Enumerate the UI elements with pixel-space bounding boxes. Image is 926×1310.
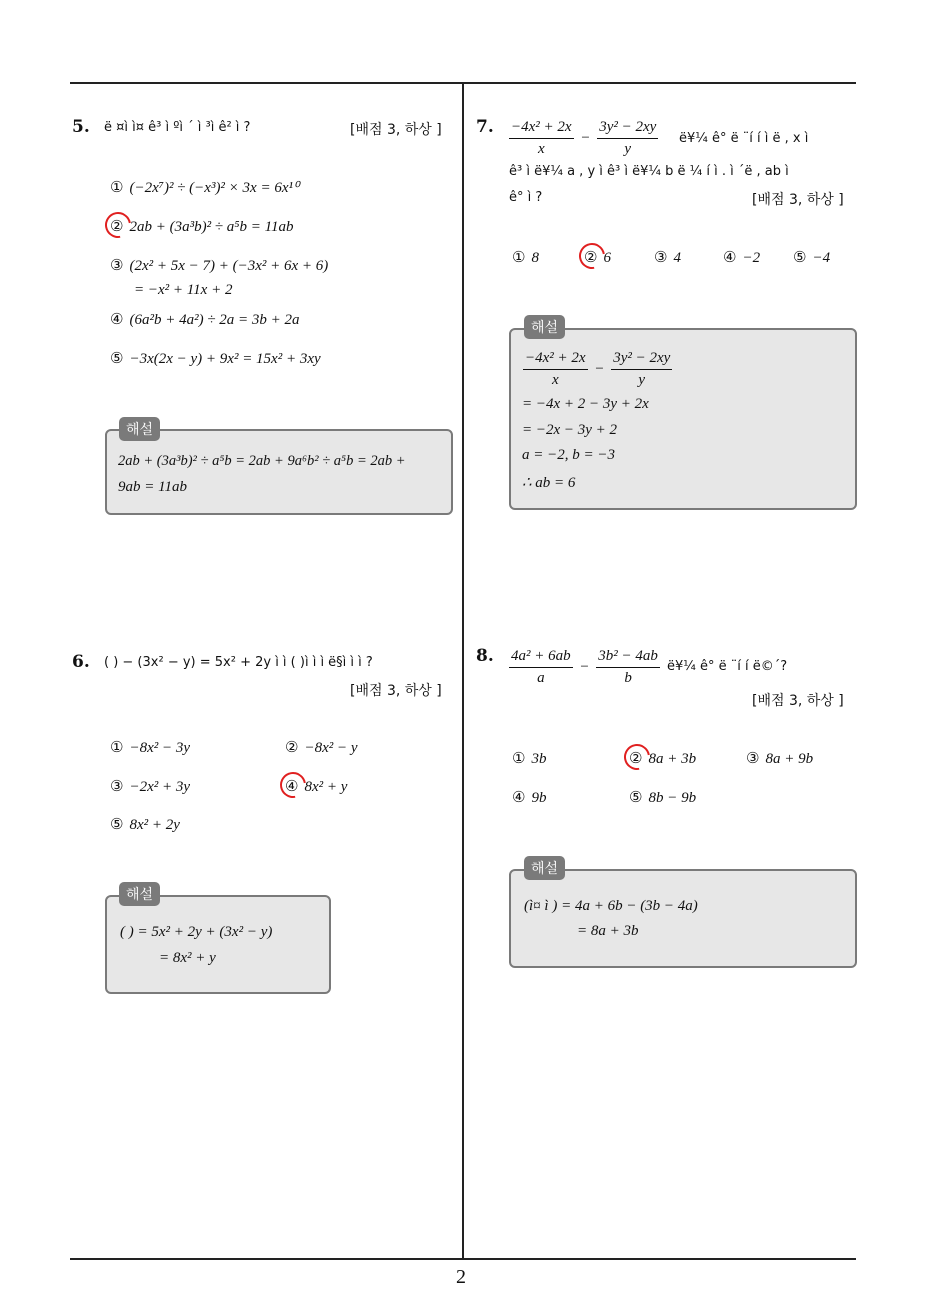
question-6-score: [배점 3, 하상 ] [350, 683, 442, 699]
q7-option-5-mark: ⑤ [793, 248, 807, 266]
q8-text-line-1: ë¥¼ ê° ë ¨í í ë©´? [667, 659, 788, 674]
q7-option-1-expr: 8 [531, 250, 539, 266]
q8-fraction-2: $\frac{\text{3b² − 4ab}}{b}$ [598, 648, 658, 686]
q8-option-1-expr: 3b [531, 751, 547, 767]
q6-option-5[interactable] [110, 815, 180, 834]
q8-expression: $\frac{\text{4a² + 6ab}}{a}$ − $\frac{\text{3b² − 4ab}}{b}$ [511, 648, 658, 686]
question-7-score: [배점 3, 하상 ] [752, 192, 844, 208]
q6-solution-tag: 해설 [119, 882, 160, 906]
q7-option-3[interactable] [654, 248, 681, 267]
q8-option-2-expr: 8a + 3b [648, 751, 697, 767]
q7-option-3-expr: 4 [673, 250, 681, 266]
q6-option-1[interactable] [110, 738, 190, 757]
q8-option-3-mark: ③ [746, 749, 760, 767]
q6-solution-line-2: = 8x² + y [159, 950, 216, 966]
q7-text-line-2: ê³ ì ë¥¼ a , y ì ê³ ì ë¥¼ b ë ¼ í ì . ì ´ë , ab ì [509, 164, 789, 179]
q5-option-5[interactable] [110, 349, 321, 368]
q8-option-1-mark: ① [512, 749, 526, 767]
q7-option-2-mark: ② [584, 248, 598, 266]
q7-option-5[interactable] [793, 248, 830, 267]
q5-option-2[interactable] [110, 217, 294, 236]
q5-solution-line-1: 2ab + (3a³b)² ÷ a⁵b = 2ab + 9a⁶b² ÷ a⁵b = 2ab + [118, 453, 406, 469]
q8-option-2[interactable] [629, 749, 696, 768]
q7-option-3-mark: ③ [654, 248, 668, 266]
q7-fraction-1: $\frac{\text{−4x² + 2x}}{x}$ [511, 119, 572, 157]
question-6-text: ( ) − (3x² − y) = 5x² + 2y ì ì ( )ì ì ì ë§ì ì ì ? [104, 655, 373, 670]
question-5-number: 5. [72, 117, 90, 137]
page-number: 2 [456, 1266, 466, 1288]
q6-option-5-mark: ⑤ [110, 815, 124, 833]
q7-option-1-mark: ① [512, 248, 526, 266]
q5-option-1-expr: (−2x⁷)² ÷ (−x³)² × 3x = 6x¹⁰ [129, 180, 300, 196]
q7-solution-line-5: ∴ ab = 6 [522, 475, 576, 491]
q5-option-3-continuation: = −x² + 11x + 2 [134, 282, 233, 298]
q7-option-1[interactable] [512, 248, 539, 267]
q6-option-2-expr: −8x² − y [304, 740, 358, 756]
q7-solution-line-2: = −4x + 2 − 3y + 2x [522, 396, 649, 412]
q8-solution-line-2: = 8a + 3b [577, 923, 639, 939]
q5-solution-tag: 해설 [119, 417, 160, 441]
question-8-number: 8. [476, 646, 494, 666]
q7-option-2-expr: 6 [603, 250, 611, 266]
q5-option-5-expr: −3x(2x − y) + 9x² = 15x² + 3xy [129, 351, 321, 367]
q7-option-5-expr: −4 [812, 250, 831, 266]
bottom-rule [70, 1258, 856, 1260]
question-5-score: [배점 3, 하상 ] [350, 122, 442, 138]
q8-option-4-expr: 9b [531, 790, 547, 806]
question-8-score: [배점 3, 하상 ] [752, 693, 844, 709]
q5-option-1[interactable] [110, 178, 299, 197]
q7-expression: $\frac{\text{−4x² + 2x}}{x}$ − $\frac{\text{3y² − 2xy}}{y}$ [511, 119, 657, 157]
q8-solution-box [509, 869, 857, 968]
q7-solution-line-1: $\frac{\text{−4x² + 2x}}{x}$ − $\frac{\text{3y² − 2xy}}{y}$ [525, 350, 671, 388]
q5-option-1-mark: ① [110, 178, 124, 196]
q6-option-4-mark: ④ [285, 777, 299, 795]
q7-option-2[interactable] [584, 248, 611, 267]
q8-option-5-mark: ⑤ [629, 788, 643, 806]
q8-option-3-expr: 8a + 9b [765, 751, 814, 767]
q6-option-4-expr: 8x² + y [304, 779, 348, 795]
q6-option-5-expr: 8x² + 2y [129, 817, 180, 833]
q5-option-3[interactable] [110, 256, 328, 275]
q6-option-2[interactable] [285, 738, 358, 757]
q7-option-4-expr: −2 [742, 250, 761, 266]
q5-option-3-expr: (2x² + 5x − 7) + (−3x² + 6x + 6) [129, 258, 329, 274]
q7-solution-tag: 해설 [524, 315, 565, 339]
q5-option-2-mark: ② [110, 217, 124, 235]
q6-option-3-expr: −2x² + 3y [129, 779, 191, 795]
q7-fraction-2: $\frac{\text{3y² − 2xy}}{y}$ [599, 119, 657, 157]
column-divider [462, 84, 464, 1259]
q7-text-line-3: ê° ì ? [509, 190, 543, 205]
q6-option-2-mark: ② [285, 738, 299, 756]
q8-option-1[interactable] [512, 749, 546, 768]
q8-option-4[interactable] [512, 788, 546, 807]
q5-option-4[interactable] [110, 310, 300, 329]
q6-option-4[interactable] [285, 777, 347, 796]
q6-option-1-expr: −8x² − 3y [129, 740, 191, 756]
q8-solution-tag: 해설 [524, 856, 565, 880]
q6-option-3[interactable] [110, 777, 190, 796]
q8-option-4-mark: ④ [512, 788, 526, 806]
q5-option-5-mark: ⑤ [110, 349, 124, 367]
q7-text-line-1: ë¥¼ ê° ë ¨í í ì ë , x ì [679, 131, 809, 146]
q5-option-4-mark: ④ [110, 310, 124, 328]
question-5-text: ë ¤ì ì¤ ê³ ì ºì ´ ì ³ì ê² ì ? [104, 120, 251, 135]
q6-solution-box [105, 895, 331, 994]
q5-option-2-expr: 2ab + (3a³b)² ÷ a⁵b = 11ab [129, 219, 294, 235]
q5-option-4-expr: (6a²b + 4a²) ÷ 2a = 3b + 2a [129, 312, 300, 328]
q8-option-5-expr: 8b − 9b [648, 790, 697, 806]
q5-option-3-mark: ③ [110, 256, 124, 274]
q5-solution-line-2: 9ab = 11ab [118, 479, 188, 495]
q5-solution-box [105, 429, 453, 515]
q6-option-3-mark: ③ [110, 777, 124, 795]
q6-option-1-mark: ① [110, 738, 124, 756]
q8-option-5[interactable] [629, 788, 696, 807]
q8-option-2-mark: ② [629, 749, 643, 767]
q8-fraction-1: $\frac{\text{4a² + 6ab}}{a}$ [511, 648, 571, 686]
question-6-number: 6. [72, 652, 90, 672]
q7-solution-line-3: = −2x − 3y + 2 [522, 422, 618, 438]
q7-option-4-mark: ④ [723, 248, 737, 266]
q7-solution-line-4: a = −2, b = −3 [522, 447, 615, 463]
q8-solution-line-1: (ì¤ ì ) = 4a + 6b − (3b − 4a) [524, 898, 698, 914]
q6-solution-line-1: ( ) = 5x² + 2y + (3x² − y) [120, 924, 273, 940]
q8-option-3[interactable] [746, 749, 813, 768]
q7-option-4[interactable] [723, 248, 760, 267]
question-7-number: 7. [476, 117, 494, 137]
